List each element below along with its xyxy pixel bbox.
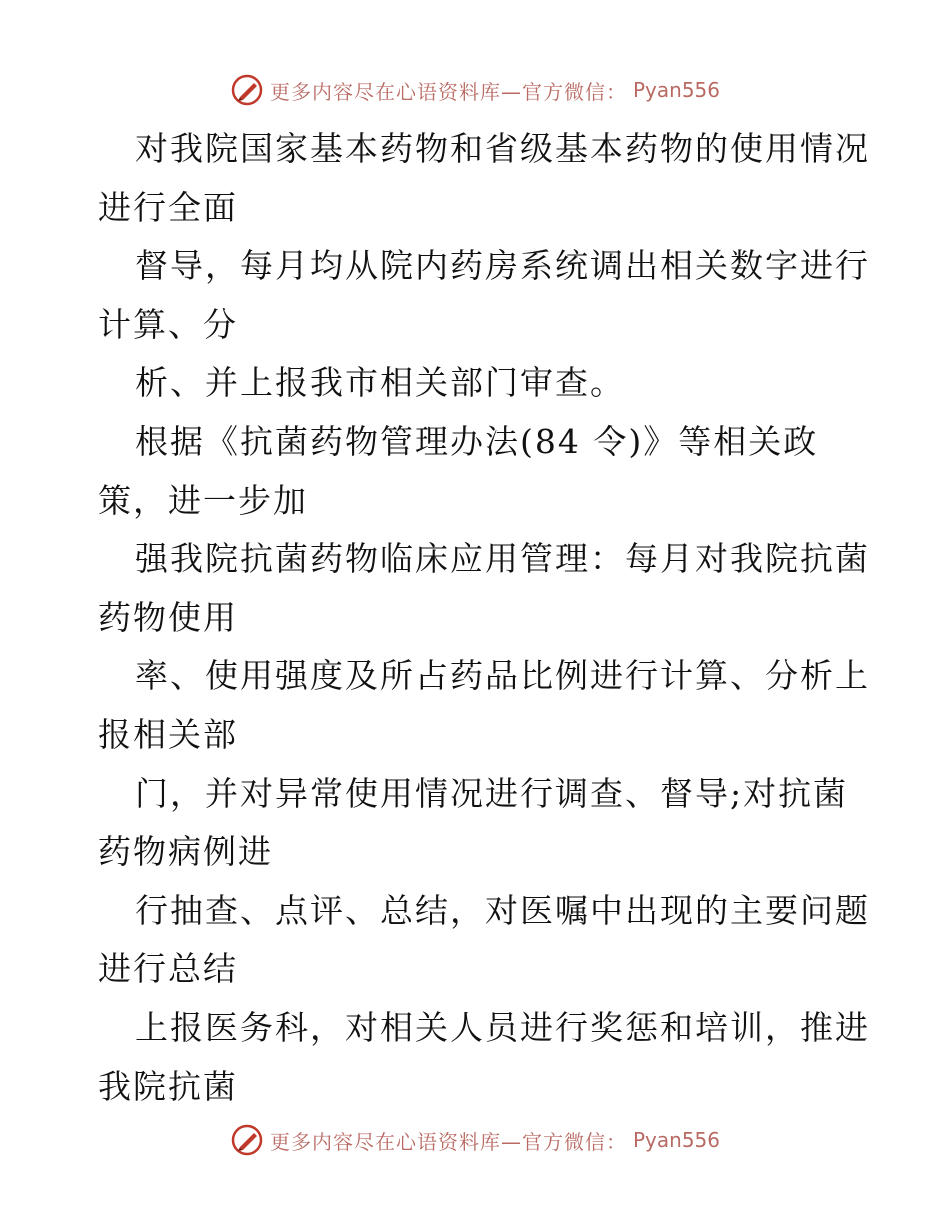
pen-logo-icon [230, 73, 264, 107]
body-line: 门，并对异常使用情况进行调查、督导;对抗菌 [135, 773, 849, 813]
header-banner-text: 更多内容尽在心语资料库—官方微信： [269, 79, 627, 104]
body-line: 根据《抗菌药物管理办法(84 令)》等相关政 [135, 421, 819, 461]
body-line: 督导，每月均从院内药房系统调出相关数字进行 [135, 246, 870, 286]
body-line: 析、并上报我市相关部门审查。 [135, 363, 625, 403]
body-line: 策，进一步加 [98, 480, 308, 520]
body-line: 强我院抗菌药物临床应用管理：每月对我院抗菌 [135, 539, 870, 579]
document-body [98, 120, 870, 1116]
body-line: 我院抗菌 [98, 1066, 238, 1106]
body-line: 上报医务科，对相关人员进行奖惩和培训，推进 [135, 1007, 870, 1047]
footer-banner [0, 1120, 950, 1160]
body-line: 报相关部 [98, 714, 238, 754]
body-line: 药物病例进 [98, 832, 273, 872]
body-line: 进行全面 [98, 187, 238, 227]
body-line: 计算、分 [98, 304, 238, 344]
header-wechat-id: Pyan556 [632, 78, 720, 102]
header-banner [0, 70, 950, 110]
body-line: 行抽查、点评、总结，对医嘱中出现的主要问题 [135, 890, 870, 930]
pen-logo-icon [230, 1123, 264, 1157]
footer-wechat-id: Pyan556 [632, 1128, 720, 1152]
body-line: 进行总结 [98, 949, 238, 989]
body-line: 药物使用 [98, 597, 238, 637]
body-line: 对我院国家基本药物和省级基本药物的使用情况 [135, 129, 870, 168]
footer-banner-text: 更多内容尽在心语资料库—官方微信： [269, 1129, 627, 1154]
body-line: 率、使用强度及所占药品比例进行计算、分析上 [135, 656, 870, 696]
